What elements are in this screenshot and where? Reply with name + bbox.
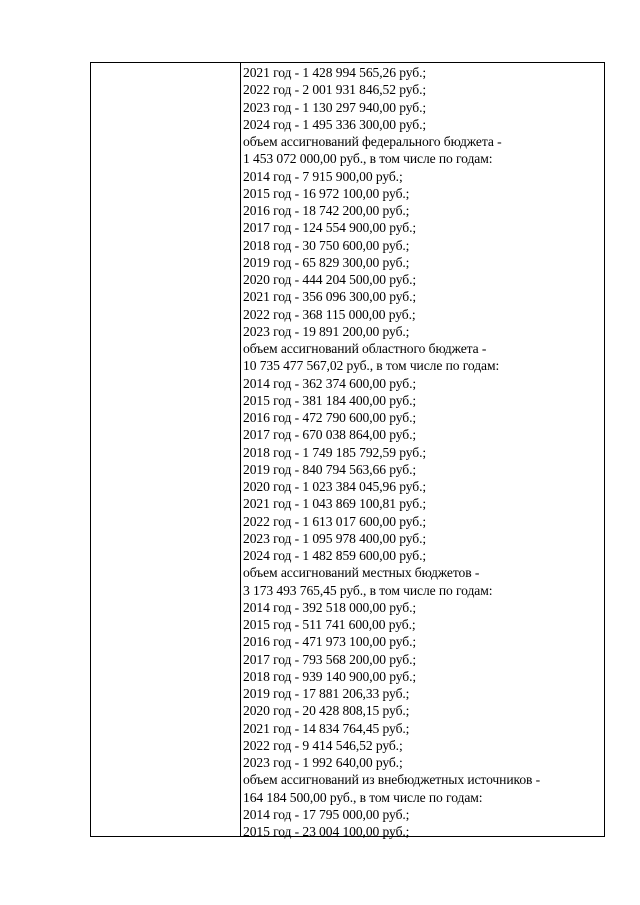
text-line: 2015 год - 23 004 100,00 руб.;	[243, 824, 410, 839]
text-line: 10 735 477 567,02 руб., в том числе по годам:	[243, 358, 500, 374]
text-line: 2014 год - 392 518 000,00 руб.;	[243, 599, 417, 615]
text-line: 2016 год - 472 790 600,00 руб.;	[243, 410, 417, 425]
text-line: 2021 год - 356 096 300,00 руб.;	[243, 289, 417, 305]
text-line: 3 173 493 765,45 руб., в том числе по годам:	[243, 582, 493, 598]
text-line: 2016 год - 471 973 100,00 руб.;	[243, 634, 417, 650]
text-line: 2014 год - 7 915 900,00 руб.;	[243, 168, 403, 184]
text-line: 2015 год - 511 741 600,00 руб.;	[243, 617, 416, 632]
text-line: 2023 год - 19 891 200,00 руб.;	[243, 323, 410, 339]
text-line: 2021 год - 1 043 869 100,81 руб.;	[243, 496, 427, 512]
text-line: 2017 год - 670 038 864,00 руб.;	[243, 427, 417, 443]
text-line: объем ассигнований из внебюджетных источников -	[243, 772, 541, 788]
text-line: 1 453 072 000,00 руб., в том числе по годам:	[243, 151, 493, 167]
text-line: 2022 год - 1 613 017 600,00 руб.;	[243, 513, 427, 529]
text-line: 2015 год - 381 184 400,00 руб.;	[243, 392, 417, 408]
text-line: 2018 год - 1 749 185 792,59 руб.;	[243, 444, 427, 460]
text-line: 2024 год - 1 495 336 300,00 руб.;	[243, 116, 427, 132]
text-line: 2021 год - 1 428 994 565,26 руб.;	[243, 65, 427, 80]
text-line: 2020 год - 444 204 500,00 руб.;	[243, 272, 417, 287]
funding-table	[90, 62, 605, 837]
text-line: 2017 год - 124 554 900,00 руб.;	[243, 220, 417, 236]
text-line: 2022 год - 368 115 000,00 руб.;	[243, 306, 416, 322]
text-line: 2020 год - 1 023 384 045,96 руб.;	[243, 479, 427, 494]
text-line: 2021 год - 14 834 764,45 руб.;	[243, 720, 410, 736]
table-label-cell	[91, 63, 241, 836]
text-line: 2019 год - 840 794 563,66 руб.;	[243, 461, 417, 477]
text-line: 2019 год - 65 829 300,00 руб.;	[243, 254, 410, 270]
text-line: 164 184 500,00 руб., в том числе по годам:	[243, 789, 483, 805]
text-line: 2014 год - 362 374 600,00 руб.;	[243, 375, 417, 391]
text-line: объем ассигнований местных бюджетов -	[243, 565, 480, 581]
text-line: объем ассигнований областного бюджета -	[243, 341, 487, 356]
text-line: 2014 год - 17 795 000,00 руб.;	[243, 806, 410, 822]
text-line: 2016 год - 18 742 200,00 руб.;	[243, 203, 410, 218]
text-line: 2018 год - 30 750 600,00 руб.;	[243, 237, 410, 253]
text-line: 2019 год - 17 881 206,33 руб.;	[243, 686, 410, 701]
text-line: объем ассигнований федерального бюджета -	[243, 134, 502, 149]
text-line: 2023 год - 1 130 297 940,00 руб.;	[243, 99, 427, 115]
text-line: 2017 год - 793 568 200,00 руб.;	[243, 651, 417, 667]
text-line: 2015 год - 16 972 100,00 руб.;	[243, 185, 410, 201]
text-line: 2020 год - 20 428 808,15 руб.;	[243, 703, 410, 719]
text-line: 2018 год - 939 140 900,00 руб.;	[243, 668, 417, 684]
text-line: 2022 год - 2 001 931 846,52 руб.;	[243, 82, 427, 98]
text-line: 2023 год - 1 992 640,00 руб.;	[243, 755, 403, 770]
text-line: 2022 год - 9 414 546,52 руб.;	[243, 737, 403, 753]
text-line: 2024 год - 1 482 859 600,00 руб.;	[243, 548, 427, 563]
table-content-cell	[241, 63, 604, 839]
text-line: 2023 год - 1 095 978 400,00 руб.;	[243, 530, 427, 546]
